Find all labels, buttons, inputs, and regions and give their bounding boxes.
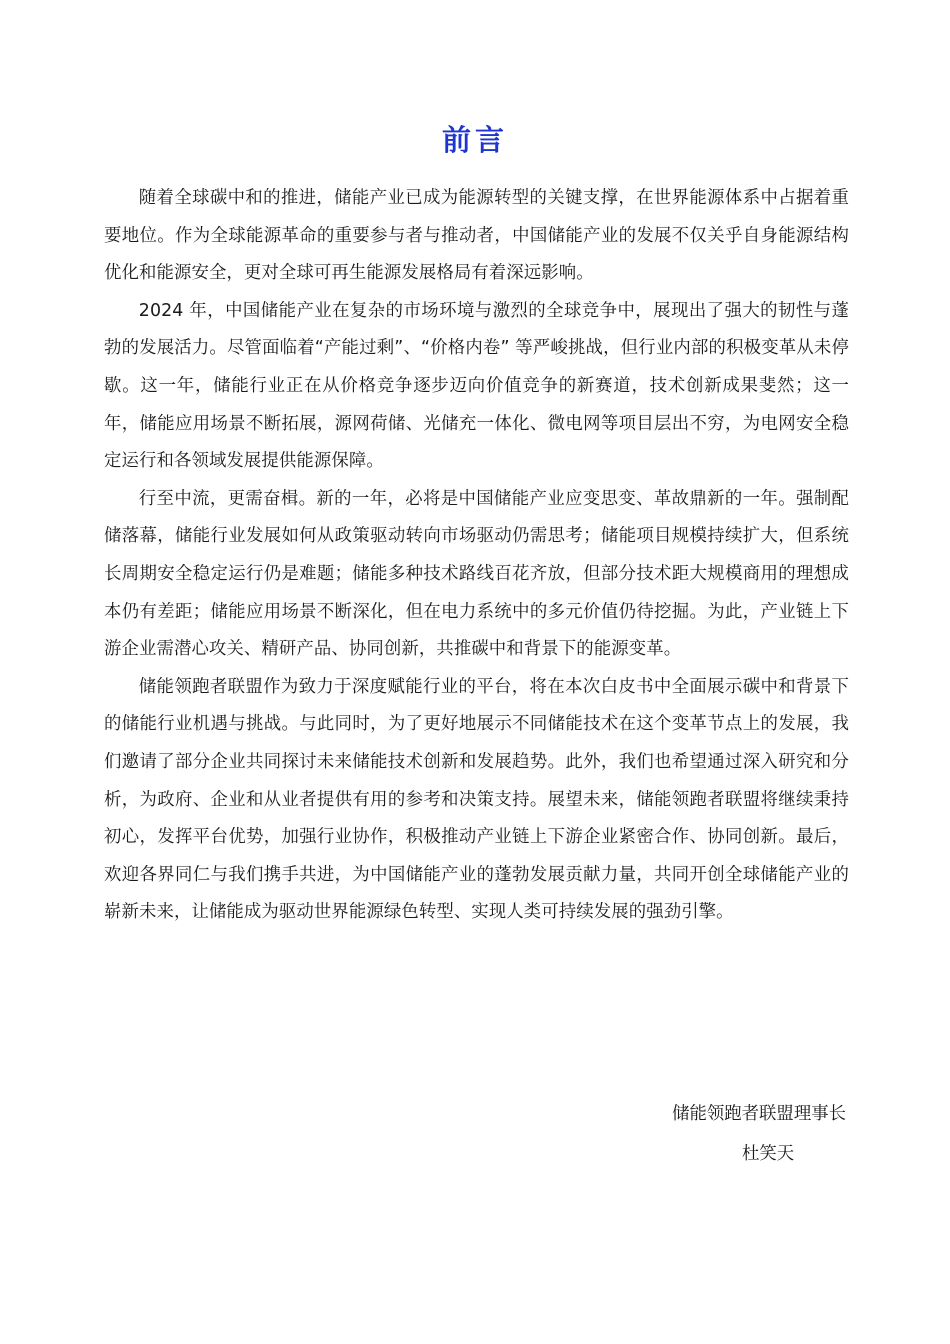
signature-organization: 储能领跑者联盟理事长 — [672, 1104, 846, 1124]
paragraph-4: 储能领跑者联盟作为致力于深度赋能行业的平台，将在本次白皮书中全面展示碳中和背景下的储能行业机遇与挑战。与此同时，为了更好地展示不同储能技术在这个变革节点上的发展，我们邀请了部分企业共同探讨未来储能技术创新和发展趋势。此外，我们也希望通过深入研究和分析，为政府、企业和从业者提供有用的参考和决策支持。展望未来，储能领跑者联盟将继续秉持初心，发挥平台优势，加强行业协作，积极推动产业链上下游企业紧密合作、协同创新。最后，欢迎各界同仁与我们携手共进，为中国储能产业的蓬勃发展贡献力量，共同开创全球储能产业的崭新未来，让储能成为驱动世界能源绿色转型、实现人类可持续发展的强劲引擎。 — [104, 676, 849, 923]
signature-name: 杜笑天 — [742, 1144, 795, 1164]
paragraph-1: 随着全球碳中和的推进，储能产业已成为能源转型的关键支撑，在世界能源体系中占据着重要地位。作为全球能源革命的重要参与者与推动者，中国储能产业的发展不仅关乎自身能源结构优化和能源安全，更对全球可再生能源发展格局有着深远影响。 — [104, 188, 849, 284]
paragraph-3: 行至中流，更需奋楫。新的一年，必将是中国储能产业应变思变、革故鼎新的一年。强制配储落幕，储能行业发展如何从政策驱动转向市场驱动仍需思考；储能项目规模持续扩大，但系统长周期安全稳定运行仍是难题；储能多种技术路线百花齐放，但部分技术距大规模商用的理想成本仍有差距；储能应用场景不断深化，但在电力系统中的多元价值仍待挖掘。为此，产业链上下游企业需潜心攻关、精研产品、协同创新，共推碳中和背景下的能源变革。 — [104, 488, 849, 660]
paragraph-2: 2024 年，中国储能产业在复杂的市场环境与激烈的全球竞争中，展现出了强大的韧性与蓬勃的发展活力。尽管面临着“产能过剩”、“价格内卷” 等严峻挑战，但行业内部的积极变革从未停歇。这一年，储能行业正在从价格竞争逐步迈向价值竞争的新赛道，技术创新成果斐然；这一年，储能应用场景不断拓展，源网荷储、光储充一体化、微电网等项目层出不穷，为电网安全稳定运行和各领域发展提供能源保障。 — [104, 300, 849, 472]
page-title: 前言 — [441, 123, 508, 157]
body-text — [104, 180, 849, 932]
